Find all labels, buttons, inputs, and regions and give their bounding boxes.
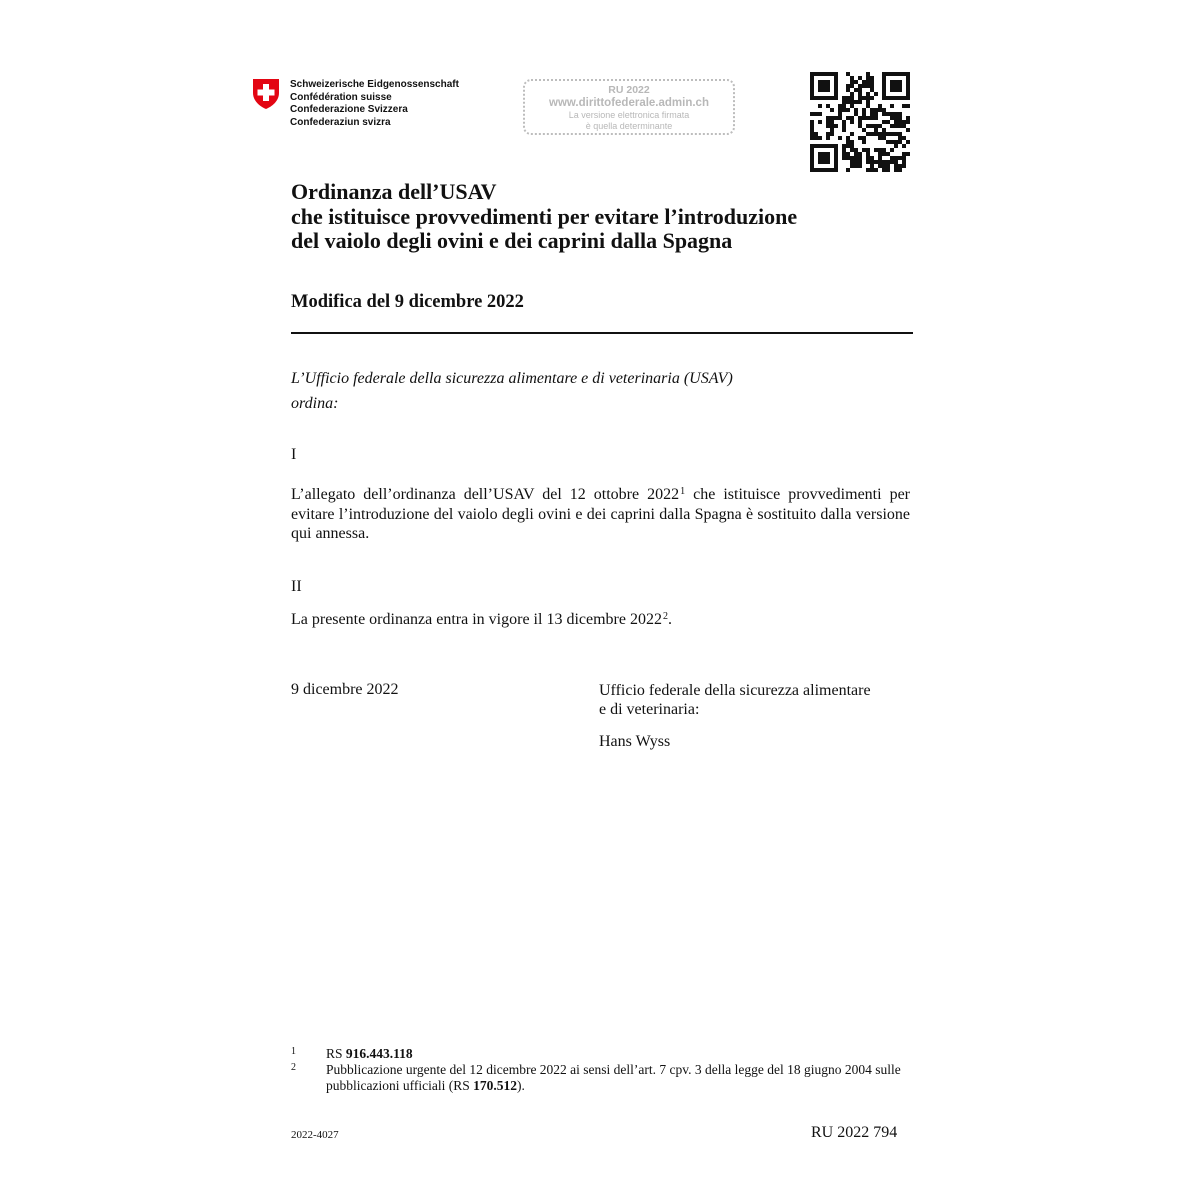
footnote-ref-2[interactable]: 2 (662, 611, 668, 622)
section-1-text-end: che istituisce provvedimenti per evitare l’introduzione del vaiolo degli ovini e dei caprini dalla Spagna è sostituito dalla versione qui annessa. (291, 486, 911, 542)
issuing-office (599, 681, 871, 719)
section-2-text-start: La presente ordinanza entra in vigore il 13 dicembre 2022 (291, 611, 662, 628)
stamp-note-line1: La versione elettronica firmata (568, 110, 690, 120)
title-line-3: del vaiolo degli ovini e dei caprini dalla Spagna (291, 228, 733, 253)
federation-names (290, 79, 459, 129)
qr-code-icon[interactable] (810, 72, 910, 172)
section-2-text-end: . (667, 611, 672, 628)
ru-reference: RU 2022 794 (811, 1124, 898, 1141)
footnote-ref-code[interactable]: 170.512 (473, 1078, 517, 1093)
section-2-text (291, 611, 672, 629)
footnote-1 (291, 1046, 911, 1062)
footnote-number: 1 (291, 1046, 296, 1057)
footnote-suffix: ). (516, 1078, 525, 1093)
stamp-code: RU 2022 (608, 84, 650, 96)
preamble (291, 366, 733, 416)
document-title (291, 180, 911, 254)
section-numeral-1: I (291, 446, 297, 463)
stamp-site: www.dirittofederale.admin.ch (549, 97, 709, 109)
amendment-subtitle: Modifica del 9 dicembre 2022 (291, 292, 524, 312)
preamble-line-2: ordina: (291, 395, 339, 412)
federation-name-de: Schweizerische Eidgenossenschaft (290, 79, 459, 90)
preamble-line-1: L’Ufficio federale della sicurezza alimentare e di veterinaria (USAV) (291, 370, 733, 387)
federation-name-it: Confederazione Svizzera (290, 104, 408, 115)
footnotes (291, 1046, 911, 1094)
title-divider (291, 332, 913, 334)
footnote-text: Pubblicazione urgente del 12 dicembre 2022 ai sensi dell’art. 7 cpv. 3 della legge del 18 giugno 2004 sulle pubblicazioni ufficiali (RS (326, 1062, 901, 1093)
title-line-1: Ordinanza dell’USAV (291, 179, 497, 204)
section-numeral-2: II (291, 578, 302, 595)
stamp-note-line2: è quella determinante (585, 121, 673, 131)
title-line-2: che istituisce provvedimenti per evitare l’introduzione (291, 203, 798, 229)
footnote-ref-1[interactable]: 1 (680, 486, 686, 497)
footnote-text: RS (326, 1046, 346, 1061)
swiss-cross-shield-icon (252, 78, 280, 110)
federation-name-fr: Confédération suisse (290, 91, 392, 103)
office-line-2: e di veterinaria: (599, 701, 700, 718)
signer-name: Hans Wyss (599, 733, 671, 750)
official-publication-stamp (523, 79, 735, 135)
footnote-ref-code[interactable]: 916.443.118 (345, 1046, 413, 1061)
signature-date: 9 dicembre 2022 (291, 681, 399, 698)
footnote-number: 2 (291, 1062, 296, 1073)
document-number: 2022-4027 (291, 1129, 339, 1141)
federation-name-rm: Confederaziun svizra (290, 116, 391, 128)
footnote-2 (291, 1062, 911, 1094)
office-line-1: Ufficio federale della sicurezza alimentare (599, 682, 871, 699)
section-1-text (291, 482, 910, 544)
section-1-text-start: L’allegato dell’ordinanza dell’USAV del 12 ottobre 2022 (291, 486, 680, 503)
